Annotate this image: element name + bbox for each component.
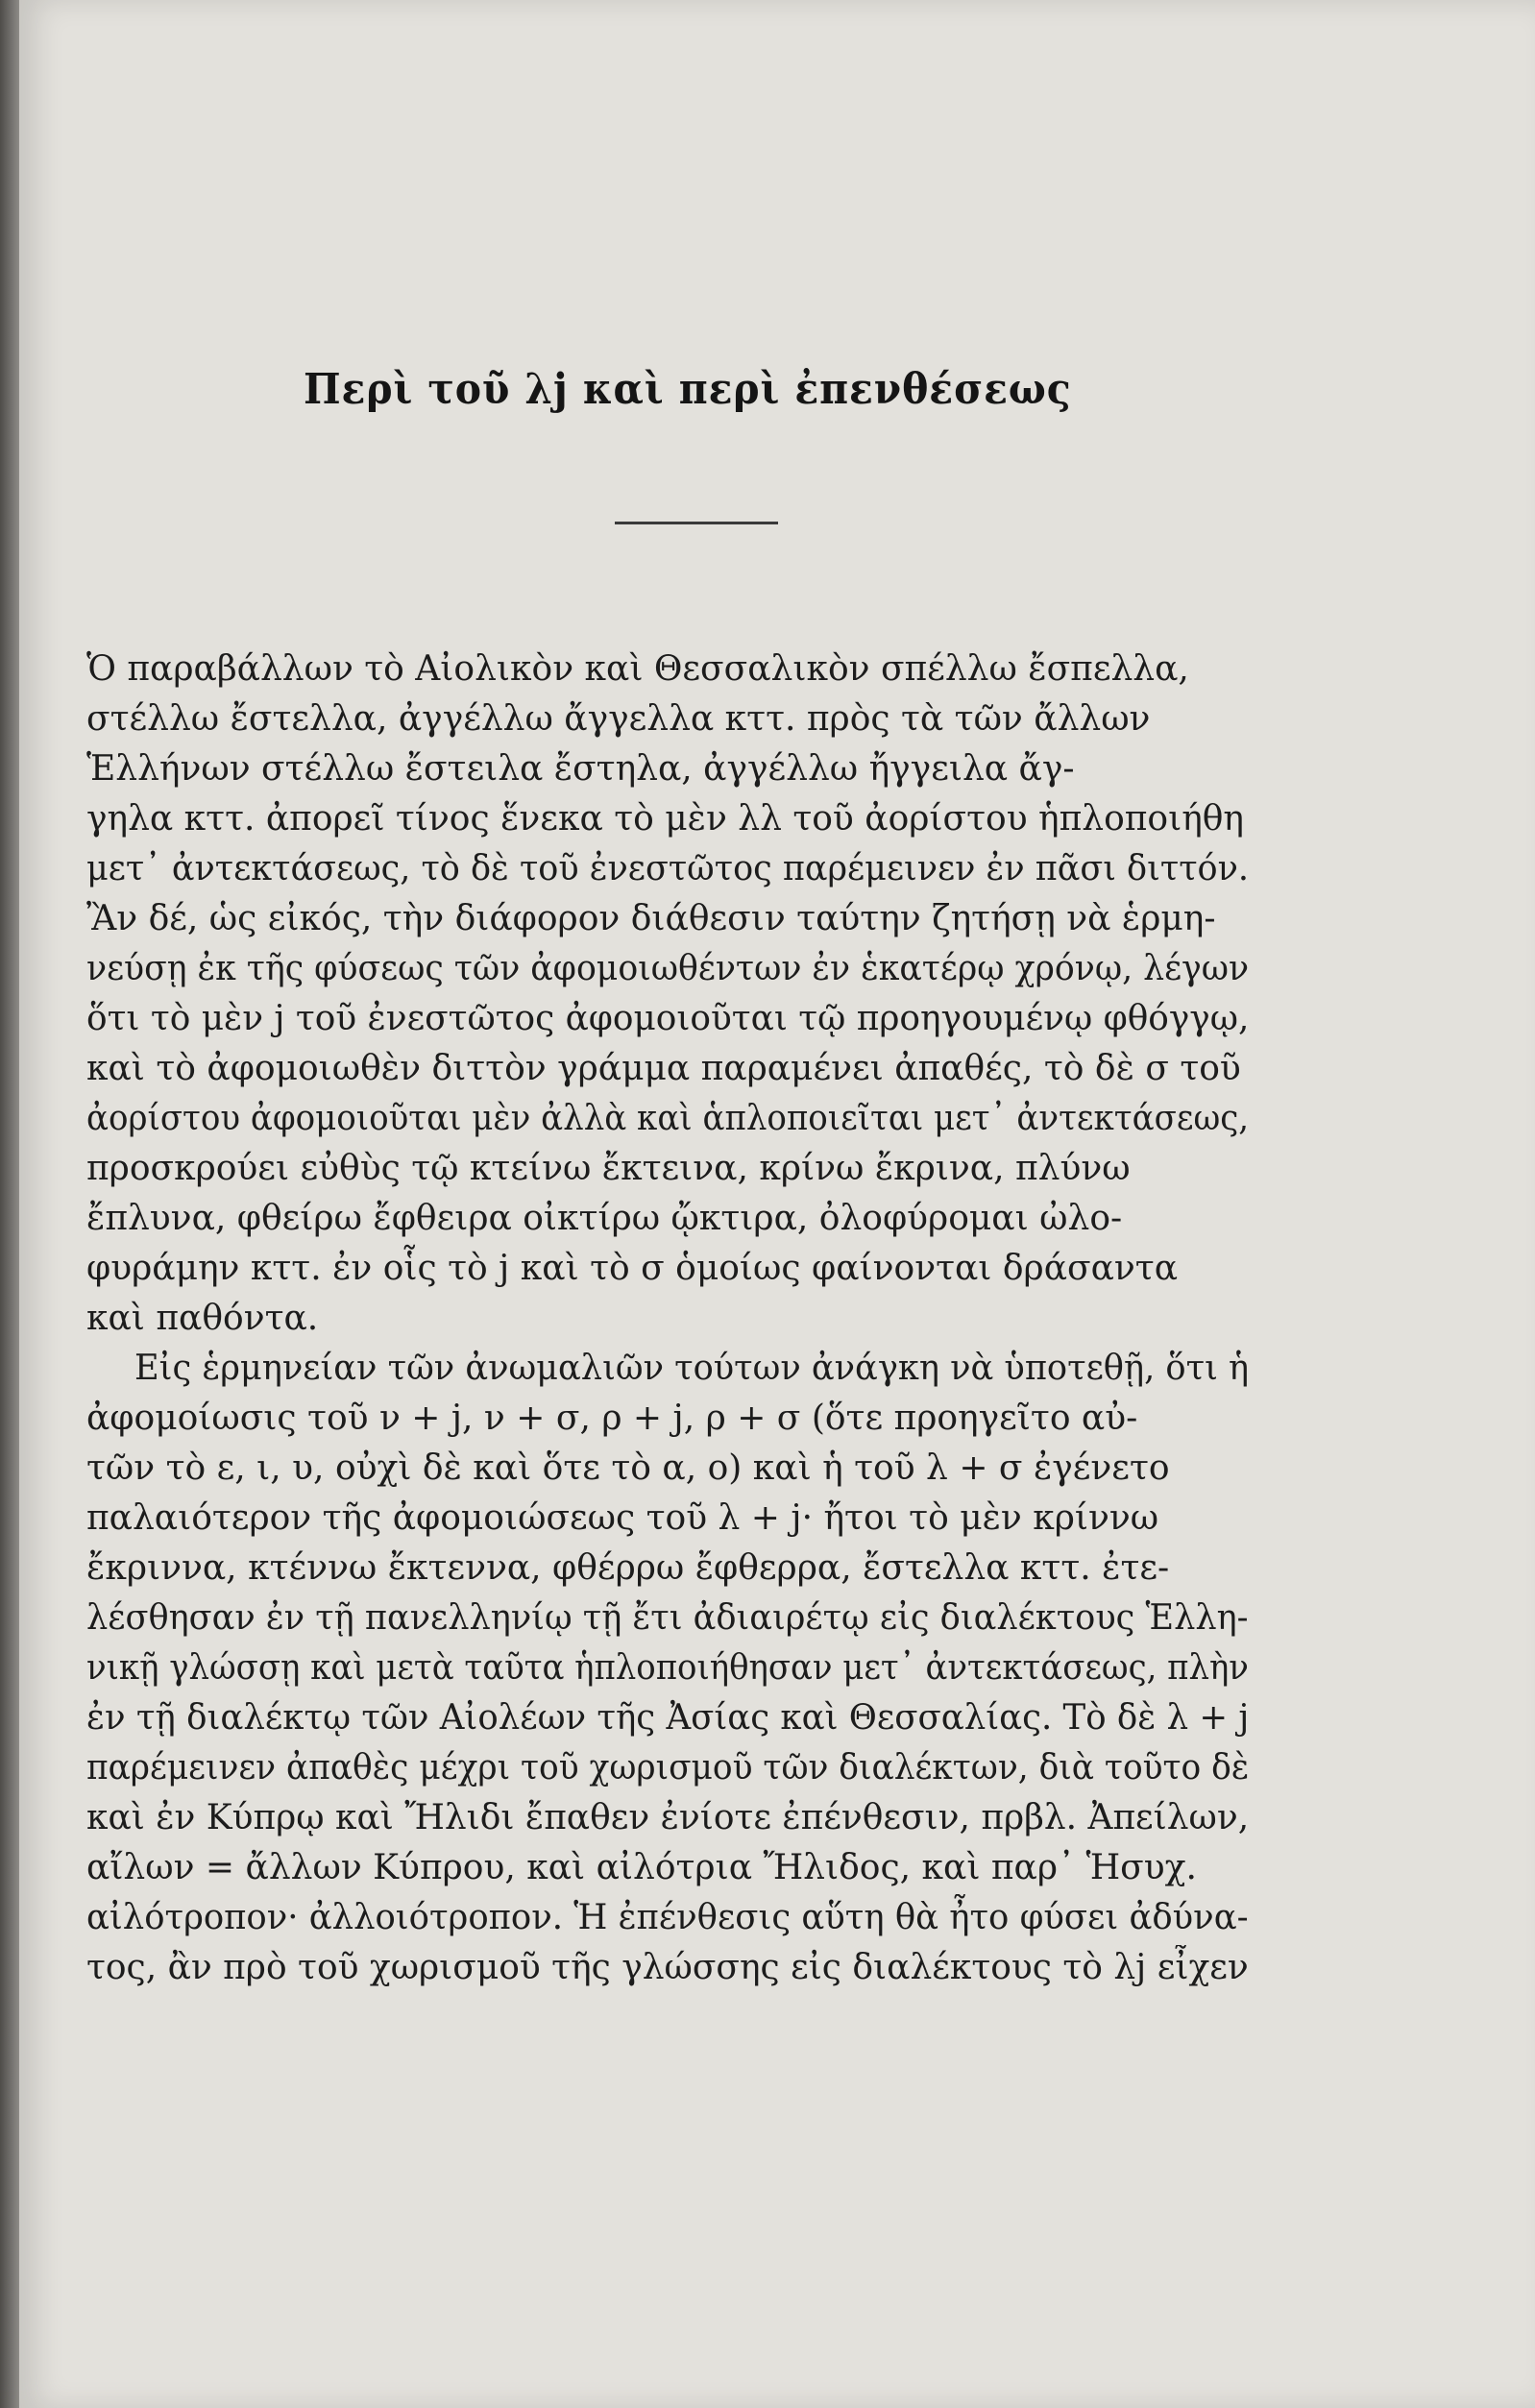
page-gutter-shadow [0,0,19,2408]
text-line: καὶ παθόντα. [86,1299,319,1338]
text-line: λέσθησαν ἐν τῇ πανελληνίῳ τῇ ἔτι ἀδιαιρέτῳ εἰς διαλέκτους Ἑλλη- [86,1598,1249,1638]
text-line: καὶ ἐν Κύπρῳ καὶ Ἤλιδι ἔπαθεν ἐνίοτε ἐπένθεσιν, πρβλ. Ἀπείλων, [86,1798,1250,1837]
text-line: στέλλω ἔστελλα, ἀγγέλλω ἄγγελλα κττ. πρὸς τὰ τῶν ἄλλων [86,699,1151,739]
text-line: ἐν τῇ διαλέκτῳ τῶν Αἰολέων τῆς Ἀσίας καὶ Θεσσαλίας. Τὸ δὲ λ + j [86,1698,1250,1738]
text-line: προσκρούει εὐθὺς τῷ κτείνω ἔκτεινα, κρίνω ἔκρινα, πλύνω [86,1149,1131,1188]
text-line: Ἑλλήνων στέλλω ἔστειλα ἔστηλα, ἀγγέλλω ἤγγειλα ἄγ- [86,749,1075,789]
text-line: ἔκριννα, κτέννω ἔκτεννα, φθέρρω ἔφθερρα, ἔστελλα κττ. ἐτε- [86,1548,1170,1588]
text-line: τος, ἂν πρὸ τοῦ χωρισμοῦ τῆς γλώσσης εἰς διαλέκτους τὸ λj εἶχεν [86,1948,1249,1987]
text-line: φυράμην κττ. ἐν οἷς τὸ j καὶ τὸ σ ὁμοίως φαίνονται δράσαντα [86,1249,1179,1288]
text-line: τῶν τὸ ε, ι, υ, οὐχὶ δὲ καὶ ὅτε τὸ α, ο) καὶ ἡ τοῦ λ + σ ἐγένετο [86,1448,1170,1488]
text-line: παρέμεινεν ἀπαθὲς μέχρι τοῦ χωρισμοῦ τῶν διαλέκτων, διὰ τοῦτο δὲ [86,1748,1250,1788]
text-line: καὶ τὸ ἀφομοιωθὲν διττὸν γράμμα παραμένει ἀπαθές, τὸ δὲ σ τοῦ [86,1049,1241,1088]
text-line: ὅτι τὸ μὲν j τοῦ ἐνεστῶτος ἀφομοιοῦται τῷ προηγουμένῳ φθόγγῳ, [86,999,1250,1038]
text-line: Ὁ παραβάλλων τὸ Αἰολικὸν καὶ Θεσσαλικὸν σπέλλω ἔσπελλα, [86,649,1189,689]
text-line: γηλα κττ. ἀπορεῖ τίνος ἕνεκα τὸ μὲν λλ τοῦ ἀορίστου ἡπλοποιήθη [86,799,1244,839]
text-line: Εἰς ἑρμηνείαν τῶν ἀνωμαλιῶν τούτων ἀνάγκη νὰ ὑποτεθῇ, ὅτι ἡ [134,1349,1250,1388]
chapter-heading: Περὶ τοῦ λj καὶ περὶ ἐπενθέσεως [304,365,1072,414]
text-line: αἴλων = ἄλλων Κύπρου, καὶ αἰλότρια Ἤλιδος, καὶ παρ᾽ Ἡσυχ. [86,1848,1197,1887]
text-line: νεύσῃ ἐκ τῆς φύσεως τῶν ἀφομοιωθέντων ἐν ἑκατέρῳ χρόνῳ, λέγων [86,949,1250,988]
text-line: νικῇ γλώσσῃ καὶ μετὰ ταῦτα ἡπλοποιήθησαν μετ᾽ ἀντεκτάσεως, πλὴν [86,1648,1249,1688]
text-line: ἀορίστου ἀφομοιοῦται μὲν ἀλλὰ καὶ ἁπλοποιεῖται μετ᾽ ἀντεκτάσεως, [86,1099,1250,1138]
heading-rule [615,522,778,524]
text-line: αἰλότροπον· ἀλλοιότροπον. Ἡ ἐπένθεσις αὕτη θὰ ἦτο φύσει ἀδύνα- [86,1898,1249,1937]
text-line: ἀφομοίωσις τοῦ ν + j, ν + σ, ρ + j, ρ + σ (ὅτε προηγεῖτο αὐ- [86,1399,1138,1438]
text-line: παλαιότερον τῆς ἀφομοιώσεως τοῦ λ + j· ἤτοι τὸ μὲν κρίννω [86,1498,1159,1538]
text-line: ἔπλυνα, φθείρω ἔφθειρα οἰκτίρω ᾤκτιρα, ὀλοφύρομαι ὠλο- [86,1199,1123,1238]
text-line: μετ᾽ ἀντεκτάσεως, τὸ δὲ τοῦ ἐνεστῶτος παρέμεινεν ἐν πᾶσι διττόν. [86,849,1250,888]
text-line: Ἂν δέ, ὡς εἰκός, τὴν διάφορον διάθεσιν ταύτην ζητήσῃ νὰ ἑρμη- [86,899,1216,938]
